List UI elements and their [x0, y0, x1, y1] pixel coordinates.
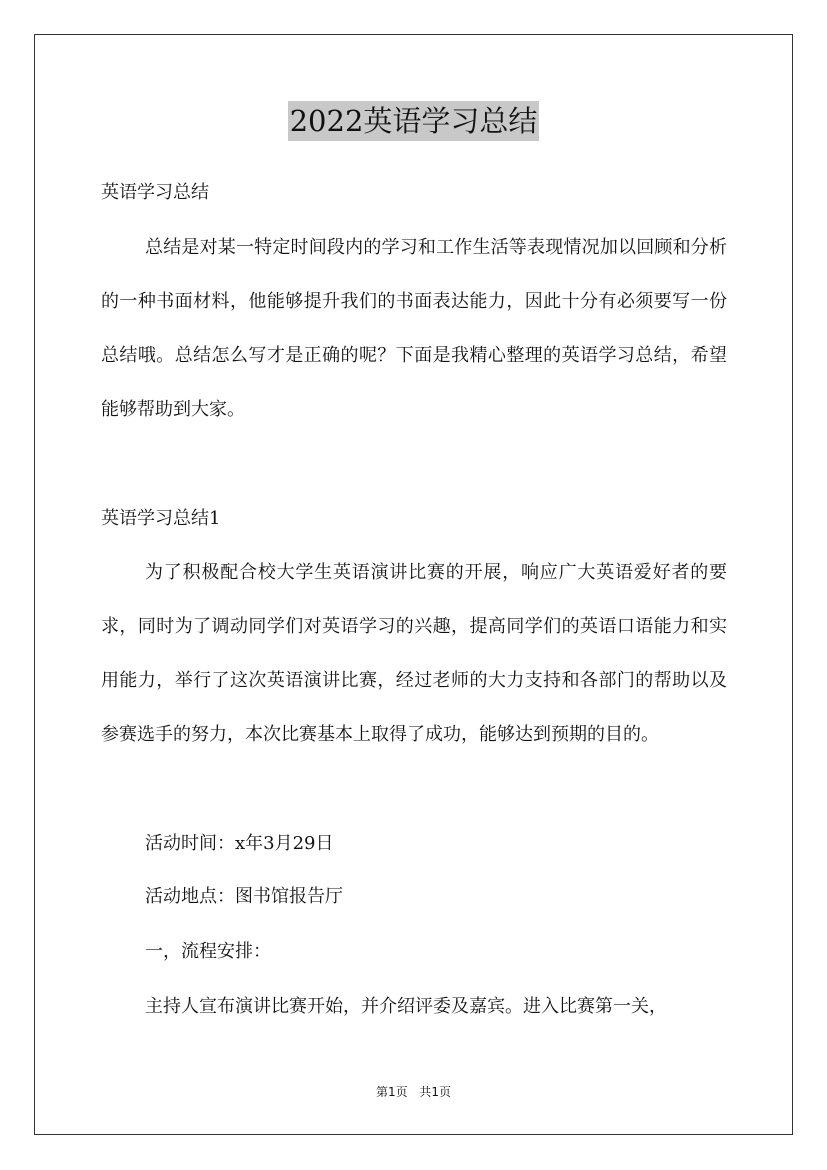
section1-heading: 英语学习总结1 [101, 508, 221, 529]
page-total: 共1页 [419, 1085, 452, 1099]
title-container [0, 101, 827, 141]
intro-heading: 英语学习总结 [101, 182, 209, 203]
intro-paragraph: 总结是对某一特定时间段内的学习和工作生活等表现情况加以回顾和分析的一种书面材料，他能够提升我们的书面表达能力，因此十分有必须要写一份总结哦。总结怎么写才是正确的呢？下面是我精心整理的英语学习总结，希望能够帮助到大家。 [101, 237, 727, 420]
section1-paragraph: 为了积极配合校大学生英语演讲比赛的开展，响应广大英语爱好者的要求，同时为了调动同学们对英语学习的兴趣，提高同学们的英语口语能力和实用能力，举行了这次英语演讲比赛，经过老师的大力支持和各部门的帮助以及参赛选手的努力，本次比赛基本上取得了成功，能够达到预期的目的。 [101, 562, 727, 745]
activity-place: 活动地点：图书馆报告厅 [145, 886, 343, 907]
page-footer [0, 1083, 827, 1100]
document-title: 2022英语学习总结 [288, 101, 540, 141]
activity-time: 活动时间：x年3月29日 [145, 833, 334, 854]
page-number: 第1页 [375, 1085, 408, 1099]
process-paragraph: 主持人宣布演讲比赛开始，并介绍评委及嘉宾。进入比赛第一关， [145, 996, 667, 1017]
process-heading: 一，流程安排： [145, 941, 271, 962]
